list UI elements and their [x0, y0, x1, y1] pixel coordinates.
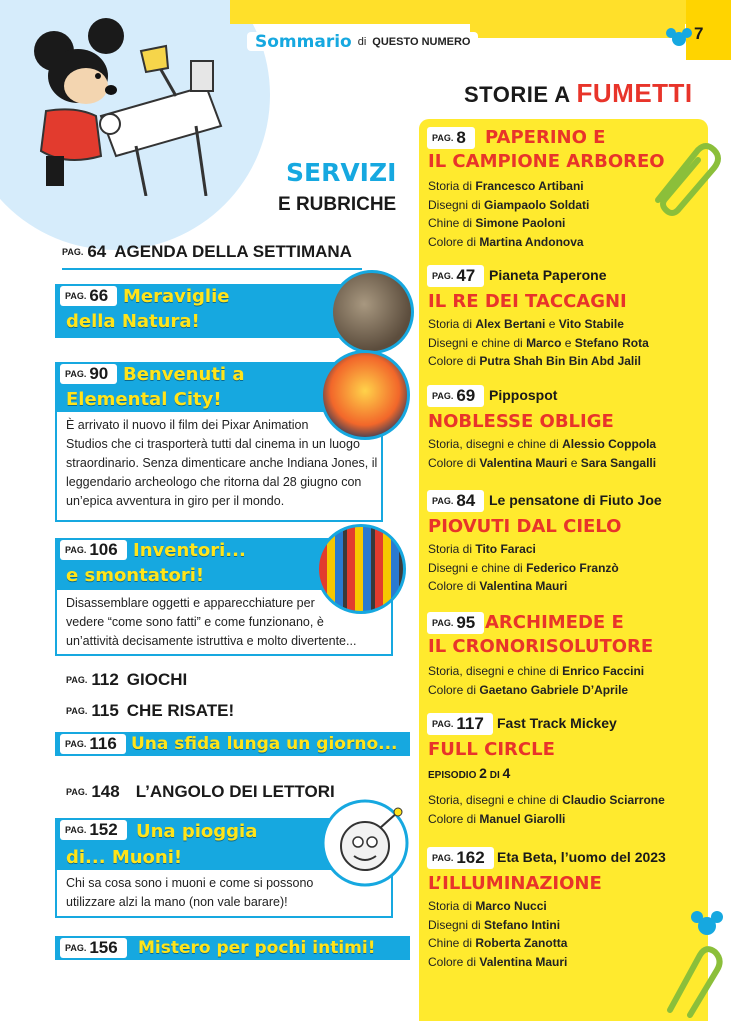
pag-label: PAG. [432, 618, 454, 628]
pag-box [60, 938, 127, 958]
page-ref: 112 [91, 670, 119, 689]
credit-role: Disegni e chine di [428, 335, 527, 350]
credit-name: Manuel Giarolli [479, 811, 566, 826]
credit-join: e [567, 455, 581, 470]
pag-box [427, 612, 484, 634]
pag-label: PAG. [66, 787, 88, 797]
pag-box [60, 286, 117, 306]
credit-name: Vito Stabile [558, 317, 624, 331]
story-title: ARCHIMEDE E [485, 612, 624, 633]
title-line2: di... Muoni! [66, 847, 183, 868]
pag-label: PAG. [432, 391, 454, 401]
credit-role: Disegni di [428, 197, 485, 212]
credit-name: Giampaolo Soldati [484, 197, 590, 212]
feature-title-elemental[interactable] [123, 363, 245, 386]
pag-label: PAG. [65, 943, 87, 953]
pag-label: PAG. [65, 545, 87, 555]
episode-label [428, 765, 510, 781]
feature-title-sfida[interactable]: Una sfida lunga un giorno... [131, 734, 398, 754]
story-credits [428, 662, 644, 699]
desc-line: leggendario archeologo che ritorna dal 28 giugno con [66, 475, 362, 489]
title-line2: della Natura! [66, 311, 200, 332]
credit-name: Martina Andonova [479, 234, 584, 249]
episode-num: 2 [479, 765, 487, 781]
page-ref: 156 [89, 938, 118, 957]
item-title: L’ANGOLO DEI LETTORI [135, 782, 335, 801]
credit-line [428, 214, 589, 233]
credit-name: Marco Nucci [475, 899, 547, 913]
credit-name: Stefano Rota [574, 335, 649, 350]
toc-item-lettori[interactable] [66, 782, 335, 802]
item-title: AGENDA DELLA SETTIMANA [114, 242, 352, 261]
page-ref: 162 [456, 848, 485, 867]
credit-name: Francesco Artibani [475, 179, 584, 193]
page-ref: 69 [456, 386, 476, 405]
credit-line [428, 916, 567, 935]
credit-line [428, 454, 656, 473]
desc-line: Chi sa cosa sono i muoni e come si possono [66, 876, 314, 890]
story-title: FULL CIRCLE [428, 739, 555, 760]
pag-box [60, 820, 127, 840]
sommario-label [247, 32, 478, 51]
credit-role: Colore di [428, 455, 480, 470]
pag-box [60, 734, 126, 754]
credit-line [428, 810, 665, 829]
desc-line: Disassemblare oggetti e apparecchiature per [66, 596, 315, 610]
pag-label: PAG. [65, 291, 87, 301]
pag-label: PAG. [432, 271, 454, 281]
page-ref: 95 [456, 613, 476, 632]
credit-role: Storia, disegni e chine di [428, 664, 563, 678]
credit-line [428, 334, 649, 353]
credit-join: e [545, 317, 559, 331]
credit-name: Stefano Intini [484, 917, 561, 932]
credit-name: Federico Franzò [526, 560, 619, 575]
credit-name: Simone Paoloni [475, 216, 566, 230]
rubriche-heading: E RUBRICHE [278, 194, 397, 215]
pag-label: PAG. [65, 369, 87, 379]
credit-name: Tito Faraci [475, 542, 536, 556]
story-title-line2: IL CAMPIONE ARBOREO [428, 151, 665, 172]
desc-line: È arrivato il nuovo il film dei Pixar Animation [66, 418, 309, 432]
feature-title-mistero[interactable]: Mistero per pochi intimi! [138, 938, 376, 958]
toc-item-agenda[interactable] [62, 242, 352, 262]
desc-line: un’attività decisamente istruttiva e molto divertente... [66, 634, 357, 648]
credit-role: Colore di [428, 682, 480, 697]
story-title: NOBLESSE OBLIGE [428, 411, 614, 432]
pag-label: PAG. [65, 825, 87, 835]
credit-name: Valentina Mauri [479, 455, 568, 470]
credit-name: Alessio Coppola [562, 437, 657, 451]
mickey-ears-icon [690, 910, 724, 936]
credit-role: Chine di [428, 216, 476, 230]
pag-label: PAG. [432, 719, 454, 729]
story-credits [428, 177, 589, 251]
credit-role: Storia, disegni e chine di [428, 793, 563, 807]
credit-name: Gaetano Gabriele D’Aprile [479, 682, 629, 697]
story-series: Fast Track Mickey [497, 715, 617, 731]
desc-line: straordinario. Senza dimenticare anche Indiana Jones, il [66, 456, 378, 470]
storie-prefix: STORIE A [464, 82, 570, 107]
sommario-subtitle: QUESTO NUMERO [372, 35, 471, 48]
credit-line [428, 233, 589, 252]
page-ref: 84 [456, 491, 476, 510]
toc-item-giochi[interactable] [66, 670, 187, 690]
pag-label: PAG. [432, 853, 454, 863]
feature-title-meraviglie[interactable] [123, 285, 229, 308]
pag-box [427, 385, 484, 407]
feature-title-elemental-2[interactable] [66, 388, 222, 411]
credit-line [428, 315, 649, 334]
credit-role: Disegni di [428, 917, 485, 932]
page-ref: 115 [91, 701, 119, 720]
credit-role: Colore di [428, 234, 480, 249]
page-ref: 117 [456, 714, 484, 733]
feature-title-inventori[interactable] [133, 539, 246, 562]
story-series: Le pensatone di Fiuto Joe [489, 492, 662, 508]
credit-line [428, 897, 567, 916]
credit-line [428, 177, 589, 196]
pag-label: PAG. [66, 706, 88, 716]
desc-line: un’epica avventura in giro per il mondo. [66, 494, 285, 508]
pag-box [427, 490, 484, 512]
story-series: Pippospot [489, 387, 558, 403]
item-title: GIOCHI [126, 670, 188, 689]
story-credits [428, 435, 656, 472]
credit-role: Colore di [428, 354, 480, 368]
sommario-di: di [357, 35, 367, 48]
credit-role: Storia, disegni e chine di [428, 437, 563, 451]
pag-box [427, 713, 493, 735]
cave-photo [330, 270, 414, 354]
paperclip-icon [660, 940, 730, 1020]
pag-label: PAG. [65, 739, 87, 749]
story-credits [428, 897, 567, 971]
credit-role: Chine di [428, 936, 476, 950]
elemental-character-photo [320, 350, 410, 440]
feature-desc-elemental [66, 416, 377, 511]
credit-role: Colore di [428, 811, 480, 826]
story-credits [428, 540, 619, 596]
page-ref: 47 [456, 266, 476, 285]
story-title: PIOVUTI DAL CIELO [428, 516, 622, 537]
muon-character-drawing [320, 798, 410, 888]
credit-line [428, 934, 567, 953]
screwdrivers-photo [316, 524, 406, 614]
pag-label: PAG. [432, 496, 454, 506]
credit-role: Storia di [428, 542, 476, 556]
pag-box [427, 127, 475, 149]
pag-box [427, 265, 484, 287]
page-ref: 8 [456, 128, 466, 147]
credit-line [428, 953, 567, 972]
feature-title-inventori-2[interactable] [66, 564, 204, 587]
title-line1: Inventori... [133, 540, 246, 561]
credit-line [428, 352, 649, 371]
credit-name: Valentina Mauri [479, 954, 568, 969]
storie-heading [464, 78, 693, 109]
credit-name: Claudio Sciarrone [562, 793, 665, 807]
sommario-title: Sommario [255, 31, 352, 52]
feature-title-muoni-2[interactable] [66, 846, 182, 869]
credit-name: Enrico Faccini [562, 664, 645, 678]
title-line2: e smontatori! [66, 565, 205, 586]
toc-item-risate[interactable] [66, 701, 234, 721]
servizi-heading: SERVIZI [286, 158, 397, 187]
top-stripe [230, 0, 690, 24]
pag-label: PAG. [432, 133, 454, 143]
credit-role: Disegni e chine di [428, 560, 527, 575]
credit-role: Storia di [428, 317, 476, 331]
credit-line [428, 559, 619, 578]
credit-line [428, 540, 619, 559]
story-title: IL RE DEI TACCAGNI [428, 291, 627, 312]
credit-name: Marco [526, 335, 562, 350]
credit-line [428, 681, 644, 700]
episode-di: DI [489, 770, 500, 781]
credit-name: Putra Shah Bin Bin Abd Jalil [479, 354, 641, 368]
story-credits [428, 315, 649, 371]
title-line1: Meraviglie [123, 286, 230, 307]
credit-line [428, 435, 656, 454]
credit-role: Storia di [428, 899, 476, 913]
story-title-line2: IL CRONORISOLUTORE [428, 636, 654, 657]
story-title: L’ILLUMINAZIONE [428, 873, 602, 894]
story-series: Pianeta Paperone [489, 267, 607, 283]
credit-line [428, 577, 619, 596]
credit-line [428, 791, 665, 810]
storie-highlight: FUMETTI [576, 78, 693, 108]
credit-line [428, 662, 644, 681]
page-ref: 116 [89, 734, 117, 753]
story-series: Eta Beta, l’uomo del 2023 [497, 849, 666, 865]
top-stripe-accent [470, 24, 685, 38]
episode-total: 4 [502, 765, 511, 781]
pag-box [427, 847, 494, 869]
credit-role: Colore di [428, 579, 480, 593]
feature-desc-inventori [66, 594, 356, 651]
credit-name: Valentina Mauri [479, 579, 568, 593]
credit-role: Colore di [428, 954, 480, 969]
pag-label: PAG. [62, 247, 84, 257]
credit-role: Storia di [428, 179, 476, 193]
story-title: PAPERINO E [485, 127, 606, 148]
feature-title-meraviglie-2[interactable] [66, 310, 200, 333]
credit-join: e [561, 335, 575, 350]
page-ref: 66 [89, 286, 109, 305]
credit-name: Sara Sangalli [580, 455, 657, 470]
desc-line: Studios che ci trasporterà tutti dal cinema in un luogo [66, 437, 360, 451]
feature-desc-muoni [66, 874, 313, 912]
mickey-drawing-illustration [6, 6, 236, 196]
story-credits [428, 791, 665, 828]
page-ref: 152 [89, 820, 118, 839]
credit-name: Roberta Zanotta [475, 936, 568, 950]
credit-name: Alex Bertani [475, 317, 546, 331]
page-ref: 106 [89, 540, 118, 559]
episode-word: EPISODIO [428, 770, 477, 781]
page-ref: 90 [89, 364, 109, 383]
page-ref: 148 [91, 782, 120, 801]
desc-line: utilizzare alzi la mano (non vale barare)! [66, 895, 288, 909]
pag-box [60, 364, 117, 384]
title-line1: Benvenuti a [123, 364, 245, 385]
title-line1: Una pioggia [136, 821, 258, 842]
page-number: 7 [694, 24, 704, 43]
page-ref: 64 [87, 242, 107, 261]
feature-title-muoni[interactable] [136, 820, 257, 843]
mickey-ears-icon [665, 28, 693, 46]
title-line2: Elemental City! [66, 389, 222, 410]
desc-line: vedere “come sono fatti” e come funzionano, è [66, 615, 324, 629]
pag-label: PAG. [66, 675, 88, 685]
divider [62, 268, 362, 270]
item-title: CHE RISATE! [126, 701, 235, 720]
credit-line [428, 196, 589, 215]
pag-box [60, 540, 127, 560]
